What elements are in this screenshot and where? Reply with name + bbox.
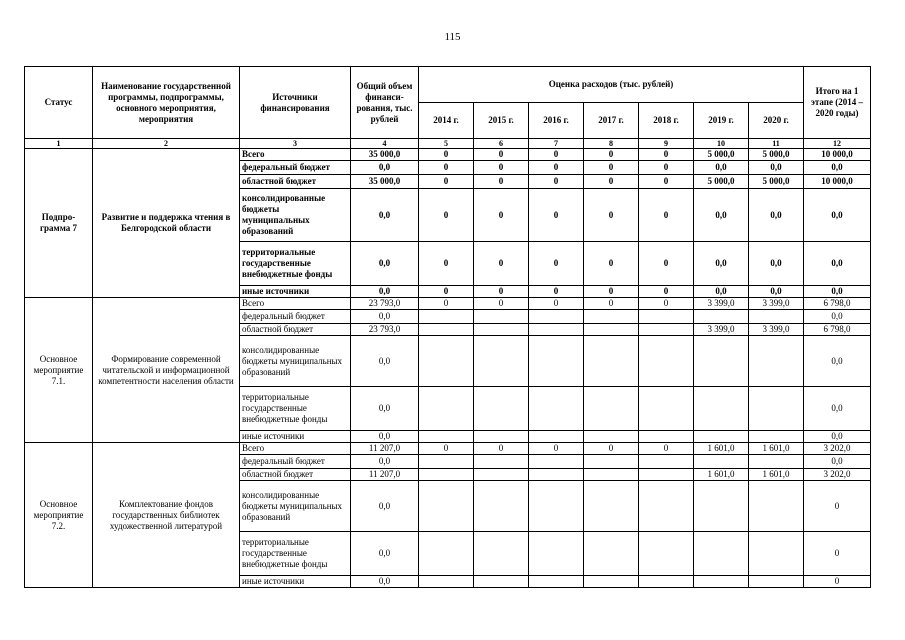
value-cell: 10 000,0: [804, 175, 871, 189]
value-cell: [474, 532, 529, 576]
value-cell: [639, 310, 694, 324]
value-cell: 0: [474, 242, 529, 286]
value-cell: 0: [474, 189, 529, 242]
value-cell: 1 601,0: [694, 469, 749, 481]
value-cell: [639, 387, 694, 431]
value-cell: [584, 310, 639, 324]
value-cell: 10 000,0: [804, 149, 871, 161]
value-cell: [639, 431, 694, 443]
value-cell: 0,0: [351, 310, 419, 324]
value-cell: 3 399,0: [749, 324, 804, 336]
source-cell: территориальные государственные внебюджетные фонды: [240, 387, 351, 431]
page-number: 115: [444, 31, 461, 43]
value-cell: [474, 455, 529, 469]
value-cell: [419, 387, 474, 431]
source-cell: областной бюджет: [240, 469, 351, 481]
value-cell: 23 793,0: [351, 298, 419, 310]
value-cell: [474, 387, 529, 431]
value-cell: [419, 455, 474, 469]
column-number: 3: [240, 139, 351, 149]
value-cell: 0: [584, 443, 639, 455]
value-cell: 0,0: [804, 189, 871, 242]
value-cell: 0: [584, 175, 639, 189]
subprogram-7-name: Развитие и поддержка чтения в Белгородской области: [93, 149, 240, 298]
value-cell: [529, 455, 584, 469]
value-cell: [529, 576, 584, 588]
value-cell: 0: [639, 175, 694, 189]
header-total-volume: Общий объем финанси-рования, тыс. рублей: [351, 67, 419, 139]
header-estimate: Оценка расходов (тыс. рублей): [419, 67, 804, 103]
value-cell: 0: [639, 189, 694, 242]
source-cell: иные источники: [240, 431, 351, 443]
value-cell: [639, 532, 694, 576]
value-cell: [584, 469, 639, 481]
header-status: Статус: [25, 67, 93, 139]
value-cell: 0: [419, 175, 474, 189]
value-cell: 3 399,0: [694, 298, 749, 310]
value-cell: 0: [474, 175, 529, 189]
column-number: 8: [584, 139, 639, 149]
value-cell: [529, 469, 584, 481]
value-cell: 0,0: [351, 189, 419, 242]
header-year: 2019 г.: [694, 103, 749, 139]
value-cell: 0: [529, 242, 584, 286]
value-cell: [694, 431, 749, 443]
value-cell: [529, 324, 584, 336]
value-cell: 1 601,0: [694, 443, 749, 455]
source-cell: федеральный бюджет: [240, 161, 351, 175]
column-number: 5: [419, 139, 474, 149]
value-cell: [694, 310, 749, 324]
value-cell: 0: [419, 161, 474, 175]
value-cell: 0: [419, 298, 474, 310]
value-cell: 1 601,0: [749, 443, 804, 455]
value-cell: 0: [529, 298, 584, 310]
value-cell: [584, 431, 639, 443]
value-cell: [639, 336, 694, 387]
source-cell: иные источники: [240, 576, 351, 588]
value-cell: 0,0: [351, 532, 419, 576]
value-cell: 35 000,0: [351, 175, 419, 189]
value-cell: [749, 455, 804, 469]
value-cell: 0,0: [351, 286, 419, 298]
value-cell: [584, 324, 639, 336]
source-cell: областной бюджет: [240, 324, 351, 336]
value-cell: [529, 310, 584, 324]
value-cell: 6 798,0: [804, 298, 871, 310]
value-cell: 0: [639, 242, 694, 286]
value-cell: [749, 310, 804, 324]
value-cell: [694, 481, 749, 532]
value-cell: 0: [529, 189, 584, 242]
value-cell: [749, 576, 804, 588]
financing-table: [24, 66, 871, 588]
value-cell: 23 793,0: [351, 324, 419, 336]
value-cell: 0: [474, 161, 529, 175]
main-event-7-1-status: Основное мероприятие 7.1.: [25, 298, 93, 443]
value-cell: [639, 481, 694, 532]
value-cell: [419, 324, 474, 336]
value-cell: 0: [584, 298, 639, 310]
value-cell: [584, 576, 639, 588]
value-cell: [749, 431, 804, 443]
value-cell: [529, 336, 584, 387]
value-cell: 0: [474, 149, 529, 161]
value-cell: 0,0: [749, 189, 804, 242]
value-cell: [694, 387, 749, 431]
header-total-stage: Итого на 1 этапе (2014 – 2020 годы): [804, 67, 871, 139]
value-cell: 0: [529, 161, 584, 175]
header-year: 2016 г.: [529, 103, 584, 139]
value-cell: [474, 324, 529, 336]
source-cell: консолидированные бюджеты муниципальных образований: [240, 189, 351, 242]
header-year: 2020 г.: [749, 103, 804, 139]
value-cell: [419, 310, 474, 324]
header-program-name: Наименование государственной программы, подпрограммы, основного мероприятия, мероприятия: [93, 67, 240, 139]
value-cell: 0: [584, 149, 639, 161]
source-cell: областной бюджет: [240, 175, 351, 189]
source-cell: территориальные государственные внебюджетные фонды: [240, 242, 351, 286]
value-cell: 0,0: [351, 161, 419, 175]
value-cell: 0,0: [351, 431, 419, 443]
value-cell: 0,0: [804, 286, 871, 298]
value-cell: 0: [639, 161, 694, 175]
value-cell: 0: [529, 149, 584, 161]
value-cell: 0: [639, 286, 694, 298]
value-cell: 6 798,0: [804, 324, 871, 336]
value-cell: [529, 431, 584, 443]
value-cell: 0: [584, 161, 639, 175]
value-cell: 0: [419, 242, 474, 286]
value-cell: 3 202,0: [804, 443, 871, 455]
value-cell: [419, 481, 474, 532]
value-cell: 0: [419, 286, 474, 298]
value-cell: 0,0: [694, 242, 749, 286]
value-cell: 0,0: [804, 431, 871, 443]
value-cell: [584, 455, 639, 469]
value-cell: 0,0: [804, 336, 871, 387]
table-row: [25, 149, 871, 161]
value-cell: 0,0: [804, 455, 871, 469]
value-cell: [529, 387, 584, 431]
value-cell: 1 601,0: [749, 469, 804, 481]
source-cell: консолидированные бюджеты муниципальных образований: [240, 336, 351, 387]
table-row: [25, 443, 871, 455]
value-cell: 0: [804, 481, 871, 532]
value-cell: [584, 336, 639, 387]
value-cell: 5 000,0: [694, 149, 749, 161]
column-number: 7: [529, 139, 584, 149]
value-cell: [749, 532, 804, 576]
value-cell: 3 399,0: [694, 324, 749, 336]
value-cell: 0: [474, 286, 529, 298]
value-cell: [474, 336, 529, 387]
value-cell: 0,0: [694, 161, 749, 175]
value-cell: 0: [529, 286, 584, 298]
value-cell: [639, 469, 694, 481]
value-cell: 0: [529, 443, 584, 455]
source-cell: федеральный бюджет: [240, 455, 351, 469]
value-cell: 3 202,0: [804, 469, 871, 481]
value-cell: 0: [529, 175, 584, 189]
value-cell: [419, 336, 474, 387]
source-cell: Всего: [240, 298, 351, 310]
column-numbers-row: [25, 139, 871, 149]
header-year: 2014 г.: [419, 103, 474, 139]
value-cell: 35 000,0: [351, 149, 419, 161]
value-cell: 0: [474, 298, 529, 310]
value-cell: 5 000,0: [749, 149, 804, 161]
table-body: [25, 67, 871, 588]
source-cell: территориальные государственные внебюджетные фонды: [240, 532, 351, 576]
main-event-7-1-name: Формирование современной читательской и информационной компетентности населения области: [93, 298, 240, 443]
value-cell: [474, 481, 529, 532]
value-cell: 5 000,0: [694, 175, 749, 189]
value-cell: [419, 532, 474, 576]
value-cell: [694, 532, 749, 576]
value-cell: 3 399,0: [749, 298, 804, 310]
value-cell: 0,0: [749, 161, 804, 175]
column-number: 2: [93, 139, 240, 149]
source-cell: консолидированные бюджеты муниципальных образований: [240, 481, 351, 532]
value-cell: 0,0: [694, 286, 749, 298]
value-cell: 0,0: [804, 387, 871, 431]
column-number: 6: [474, 139, 529, 149]
table-row: [25, 298, 871, 310]
value-cell: 0: [419, 149, 474, 161]
value-cell: [474, 576, 529, 588]
value-cell: [694, 336, 749, 387]
value-cell: 0: [584, 189, 639, 242]
value-cell: 11 207,0: [351, 469, 419, 481]
value-cell: [749, 387, 804, 431]
header-sources: Источники финансирования: [240, 67, 351, 139]
header-year: 2015 г.: [474, 103, 529, 139]
column-number: 1: [25, 139, 93, 149]
column-number: 9: [639, 139, 694, 149]
value-cell: 0: [474, 443, 529, 455]
value-cell: 0: [584, 286, 639, 298]
value-cell: 0,0: [351, 336, 419, 387]
value-cell: 0,0: [804, 242, 871, 286]
header-year: 2018 г.: [639, 103, 694, 139]
value-cell: [529, 481, 584, 532]
value-cell: [749, 481, 804, 532]
value-cell: 0,0: [351, 455, 419, 469]
value-cell: 11 207,0: [351, 443, 419, 455]
value-cell: [419, 576, 474, 588]
value-cell: 0: [419, 443, 474, 455]
value-cell: 0: [639, 149, 694, 161]
column-number: 11: [749, 139, 804, 149]
value-cell: [639, 576, 694, 588]
source-cell: федеральный бюджет: [240, 310, 351, 324]
value-cell: [584, 387, 639, 431]
header-row: [25, 67, 871, 103]
source-cell: иные источники: [240, 286, 351, 298]
header-year: 2017 г.: [584, 103, 639, 139]
value-cell: 0: [804, 576, 871, 588]
value-cell: [584, 481, 639, 532]
value-cell: 0,0: [351, 242, 419, 286]
value-cell: 0: [804, 532, 871, 576]
value-cell: 5 000,0: [749, 175, 804, 189]
value-cell: 0,0: [804, 161, 871, 175]
column-number: 10: [694, 139, 749, 149]
main-event-7-2-name: Комплектование фондов государственных библиотек художественной литературой: [93, 443, 240, 588]
value-cell: [639, 324, 694, 336]
column-number: 4: [351, 139, 419, 149]
value-cell: [474, 310, 529, 324]
value-cell: [474, 469, 529, 481]
value-cell: 0: [419, 189, 474, 242]
value-cell: 0,0: [804, 310, 871, 324]
main-event-7-2-status: Основное мероприятие 7.2.: [25, 443, 93, 588]
value-cell: [694, 576, 749, 588]
value-cell: 0,0: [351, 576, 419, 588]
value-cell: [419, 469, 474, 481]
source-cell: Всего: [240, 149, 351, 161]
source-cell: Всего: [240, 443, 351, 455]
value-cell: 0: [584, 242, 639, 286]
value-cell: 0,0: [351, 387, 419, 431]
value-cell: 0,0: [694, 189, 749, 242]
value-cell: 0,0: [749, 286, 804, 298]
value-cell: 0: [639, 443, 694, 455]
value-cell: 0,0: [749, 242, 804, 286]
value-cell: [529, 532, 584, 576]
value-cell: 0,0: [351, 481, 419, 532]
value-cell: [419, 431, 474, 443]
value-cell: [474, 431, 529, 443]
value-cell: [694, 455, 749, 469]
subprogram-7-status: Подпро-грамма 7: [25, 149, 93, 298]
value-cell: 0: [639, 298, 694, 310]
value-cell: [584, 532, 639, 576]
value-cell: [749, 336, 804, 387]
column-number: 12: [804, 139, 871, 149]
value-cell: [639, 455, 694, 469]
